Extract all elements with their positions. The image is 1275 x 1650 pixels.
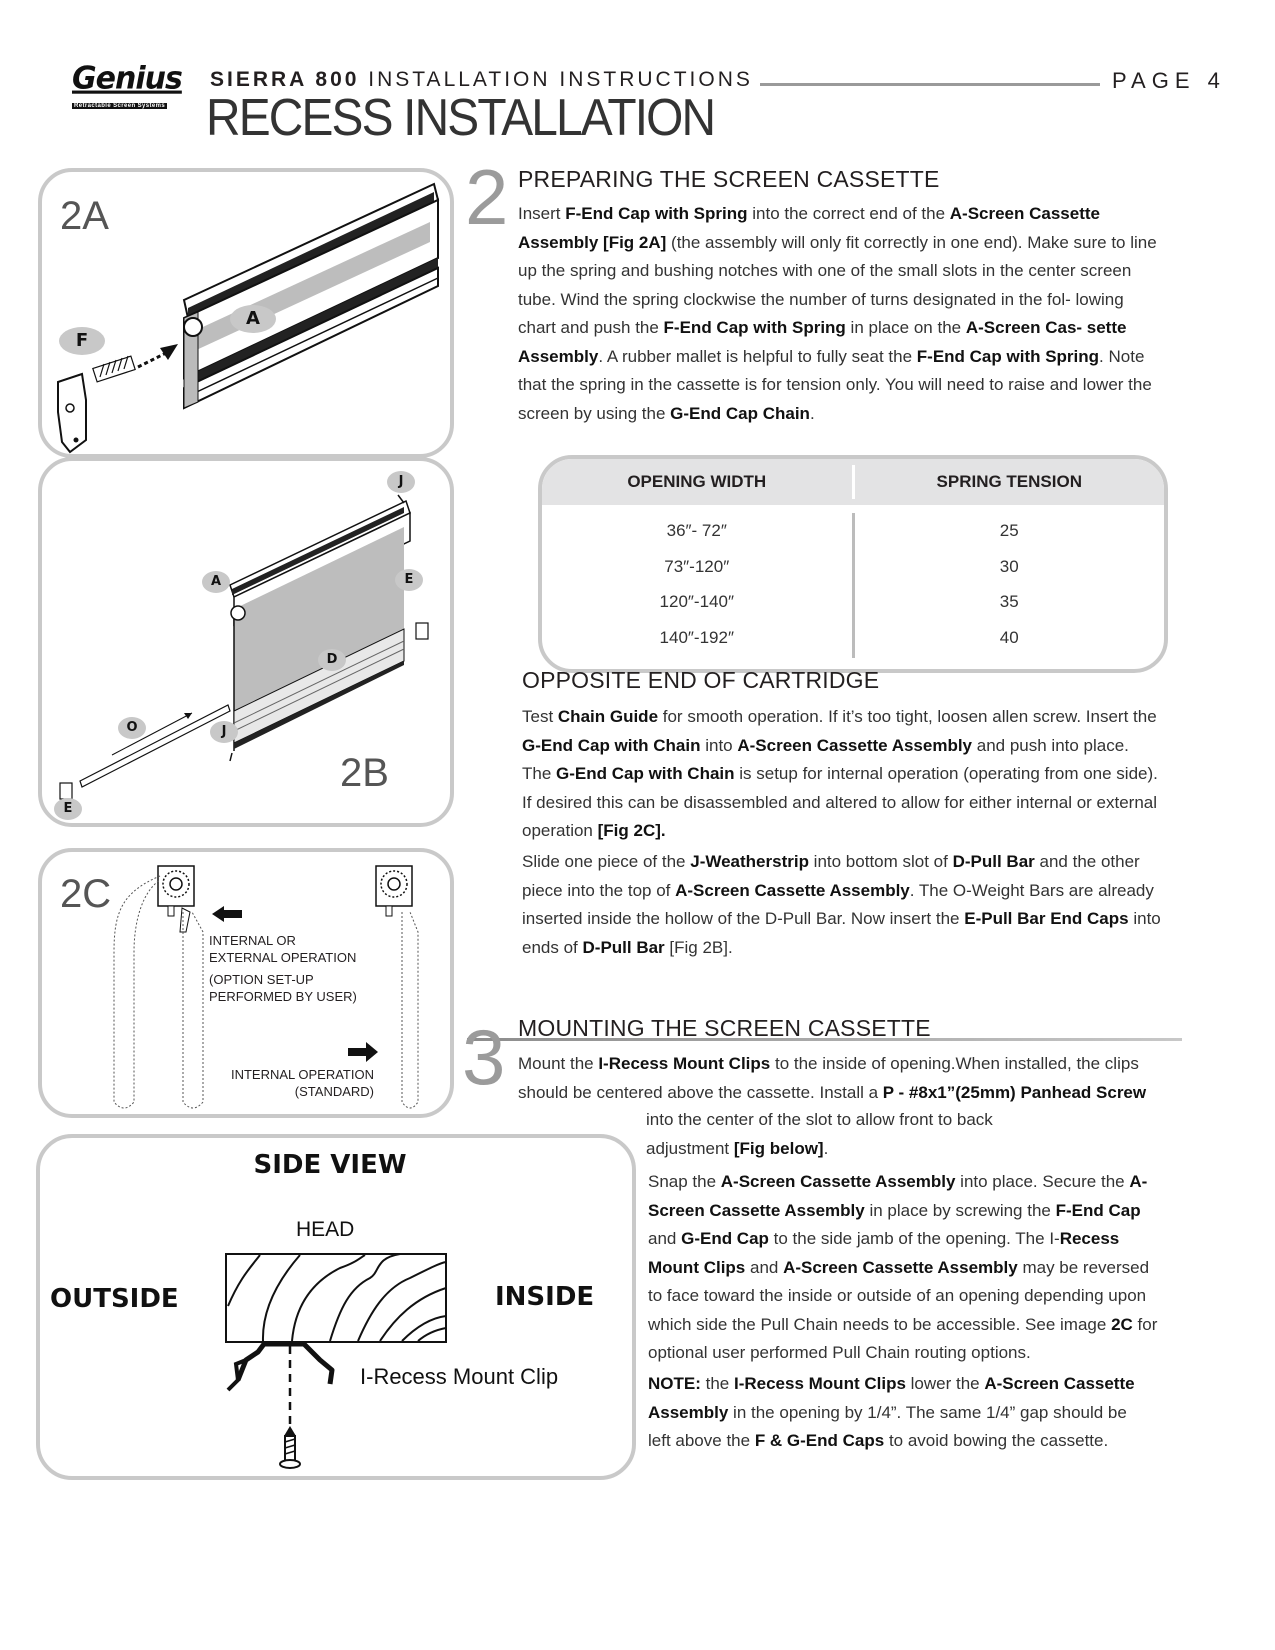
internal-external-note xyxy=(209,932,357,1005)
bold-term: P - #8x1”(25mm) Panhead Screw xyxy=(882,1082,1147,1102)
logo-wordmark: Genius xyxy=(72,60,182,97)
text-run: to the inside of opening.When installed, the clips should be centered above the cassette. Install a xyxy=(518,1054,1139,1102)
opposite-end-paragraph-2 xyxy=(522,848,1162,962)
text-run: Test xyxy=(522,707,558,726)
bold-term: Recess Mount Clips xyxy=(648,1229,1120,1277)
text-run: may be reversed to face toward the inside or outside of an opening depending upon which side the Pull Chain needs to be accessible. See image xyxy=(648,1257,1150,1334)
callout-f: F xyxy=(59,327,105,355)
text-run: Mount the xyxy=(518,1054,599,1073)
logo-tagline: Retractable Screen Systems xyxy=(74,103,166,109)
text-run: into the center of the slot to allow front to back adjustment xyxy=(646,1110,993,1158)
bold-term: A-Screen Cassette Assembly xyxy=(783,1257,1018,1277)
text-run: to the side jamb of the opening. The I- xyxy=(768,1229,1060,1248)
callout-e-right: E xyxy=(395,569,423,591)
opposite-end-paragraph-1 xyxy=(522,703,1162,846)
text-run: and xyxy=(745,1257,784,1277)
callout-e-left: E xyxy=(54,798,82,820)
note-line: INTERNAL OR xyxy=(209,933,296,948)
table-body xyxy=(542,505,1164,658)
table-header xyxy=(542,459,1164,505)
callout-j-bottom: J xyxy=(210,721,238,743)
text-run: into ends of xyxy=(522,909,1161,957)
internal-operation-note xyxy=(226,1066,374,1100)
head-label: HEAD xyxy=(296,1218,355,1241)
outside-label: OUTSIDE xyxy=(50,1284,179,1314)
text-run: and push into place. The xyxy=(522,735,1129,783)
step2-paragraph xyxy=(518,200,1163,428)
note-line: (OPTION SET-UP xyxy=(209,972,314,987)
figure-label: 2C xyxy=(60,872,112,916)
text-run: in place by screwing the xyxy=(864,1200,1056,1220)
spring-tension-column xyxy=(855,513,1165,658)
bold-term: G-End Cap Chain xyxy=(670,403,810,423)
callout-a: A xyxy=(230,305,276,333)
bold-term: E-Pull Bar End Caps xyxy=(964,909,1129,928)
text-run: the xyxy=(700,1374,734,1393)
genius-logo xyxy=(72,60,190,110)
bold-term: NOTE: xyxy=(648,1374,701,1393)
column-header-spring-tension: SPRING TENSION xyxy=(936,472,1082,491)
doc-type: INSTALLATION INSTRUCTIONS xyxy=(368,68,753,91)
opening-width-column xyxy=(542,513,852,658)
bold-term: F-End Cap xyxy=(1055,1200,1141,1220)
step3-paragraph-1a xyxy=(518,1050,1166,1107)
text-run: Insert xyxy=(518,204,566,223)
text-run: to avoid bowing the cassette. xyxy=(884,1431,1109,1450)
section-title: MOUNTING THE SCREEN CASSETTE xyxy=(518,1015,931,1041)
section-title: PREPARING THE SCREEN CASSETTE xyxy=(518,166,940,192)
bold-term: J-Weatherstrip xyxy=(690,852,809,871)
text-run: Slide one piece of the xyxy=(522,852,691,871)
bold-term: A-Screen Cassette Assembly xyxy=(737,735,973,755)
bold-term: D-Pull Bar xyxy=(582,937,665,957)
text-run: . Note that the spring in the cassette is for tension only. You will need to raise and lower the screen by using the xyxy=(518,346,1152,423)
bold-term: Chain Guide xyxy=(557,707,659,726)
bold-term: A-Screen Cassette Assembly xyxy=(648,1172,1148,1220)
table-cell: 40 xyxy=(999,627,1019,647)
bold-term: I-Recess Mount Clips xyxy=(598,1054,771,1073)
screen-assembly-illustration xyxy=(42,461,452,825)
bold-term: [Fig 2C]. xyxy=(597,821,666,840)
figure-2a-panel xyxy=(38,168,454,458)
text-run: (the assembly will only fit correctly in one end). Make sure to line up the spring and bushing notches with one of the small slots in the center screen tube. Wind the spring clockwise the number of turns designated in the fol- lowing chart and push the xyxy=(518,232,1157,337)
page-title: RECESS INSTALLATION xyxy=(206,89,715,147)
table-cell: 25 xyxy=(999,521,1019,540)
text-run: in place on the xyxy=(845,318,966,337)
bold-term: A-Screen Cas- sette Assembly xyxy=(518,318,1127,366)
side-view-title: SIDE VIEW xyxy=(253,1150,407,1180)
text-run: . The O-Weight Bars are already inserted inside the hollow of the D-Pull Bar. Now insert the xyxy=(522,880,1154,928)
text-run: and xyxy=(648,1229,682,1248)
recess-mount-clip-label: I-Recess Mount Clip xyxy=(360,1364,559,1389)
table-cell: 36″- 72″ xyxy=(666,521,727,540)
text-run: into the correct end of the xyxy=(747,204,950,223)
text-run: . A rubber mallet is helpful to fully seat the xyxy=(598,346,917,366)
step-number: 2 xyxy=(465,153,509,241)
table-cell: 120″-140″ xyxy=(659,592,734,611)
table-cell: 35 xyxy=(999,592,1019,611)
bold-term: D-Pull Bar xyxy=(952,852,1035,871)
callout-d: D xyxy=(318,649,346,671)
column-header-opening-width: OPENING WIDTH xyxy=(627,472,767,491)
text-run: and the other piece into the top of xyxy=(522,852,1140,900)
bold-term: G-End Cap with Chain xyxy=(556,764,735,783)
inside-label: INSIDE xyxy=(495,1282,595,1312)
figure-2c-panel xyxy=(38,848,454,1118)
spring-tension-table xyxy=(538,455,1168,673)
bold-term: F-End Cap with Spring xyxy=(663,318,846,337)
note-line: (STANDARD) xyxy=(294,1084,374,1099)
table-cell: 140″-192″ xyxy=(659,627,734,647)
text-run: into place. Secure the xyxy=(955,1172,1130,1191)
bold-term: A-Screen Cassette Assembly xyxy=(720,1172,956,1191)
bold-term: G-End Cap xyxy=(681,1229,769,1248)
bold-term: F-End Cap with Spring xyxy=(565,204,748,223)
text-run: [Fig 2B]. xyxy=(664,937,733,957)
text-run: in the opening by 1/4”. The same 1/4” gap should be left above the xyxy=(648,1402,1127,1450)
step3-note xyxy=(648,1370,1148,1456)
page-number: PAGE 4 xyxy=(1112,68,1226,93)
table-cell: 73″-120″ xyxy=(664,556,730,576)
callout-j-top: J xyxy=(387,471,415,493)
text-run: . xyxy=(809,403,815,423)
bold-term: A-Screen Cassette Assembly [Fig 2A] xyxy=(518,204,1100,252)
bold-term: A-Screen Cassette Assembly xyxy=(648,1374,1135,1422)
figure-2b-panel xyxy=(38,457,454,827)
table-cell: 30 xyxy=(999,556,1019,576)
figure-label: 2A xyxy=(60,194,109,238)
bold-term: 2C xyxy=(1111,1314,1133,1334)
step3-paragraph-1b xyxy=(646,1106,1026,1163)
note-line: EXTERNAL OPERATION xyxy=(209,950,357,965)
note-line: INTERNAL OPERATION xyxy=(230,1067,374,1082)
bold-term: F-End Cap with Spring xyxy=(916,346,1100,366)
text-run: for optional user performed Pull Chain routing options. xyxy=(648,1314,1158,1362)
text-run: is setup for internal operation (operating from one side). If desired this can be disassembled and altered to allow for either internal or external operation xyxy=(522,764,1158,840)
product-name: SIERRA 800 xyxy=(210,68,360,91)
bold-term: [Fig below] xyxy=(733,1138,824,1158)
figure-label: 2B xyxy=(340,751,389,795)
note-line: PERFORMED BY USER) xyxy=(209,989,357,1004)
text-run: into bottom slot of xyxy=(808,852,953,871)
bold-term: F & G-End Caps xyxy=(754,1431,885,1450)
text-run: into xyxy=(700,735,738,755)
callout-o: O xyxy=(118,717,146,739)
callout-a: A xyxy=(202,571,230,593)
text-run: lower the xyxy=(905,1374,985,1393)
step-number: 3 xyxy=(462,1013,506,1101)
text-run: for smooth operation. If it’s too tight, loosen allen screw. Insert the xyxy=(658,707,1157,726)
step3-paragraph-2 xyxy=(648,1168,1163,1368)
side-view-panel xyxy=(36,1134,636,1480)
header-divider xyxy=(760,83,1100,86)
section-title: OPPOSITE END OF CARTRIDGE xyxy=(522,667,880,693)
bold-term: G-End Cap with Chain xyxy=(522,735,701,755)
text-run: Snap the xyxy=(648,1172,721,1191)
bold-term: I-Recess Mount Clips xyxy=(733,1374,906,1393)
bold-term: A-Screen Cassette Assembly xyxy=(675,880,910,900)
text-run: . xyxy=(823,1138,829,1158)
side-view-diagram xyxy=(40,1138,634,1478)
